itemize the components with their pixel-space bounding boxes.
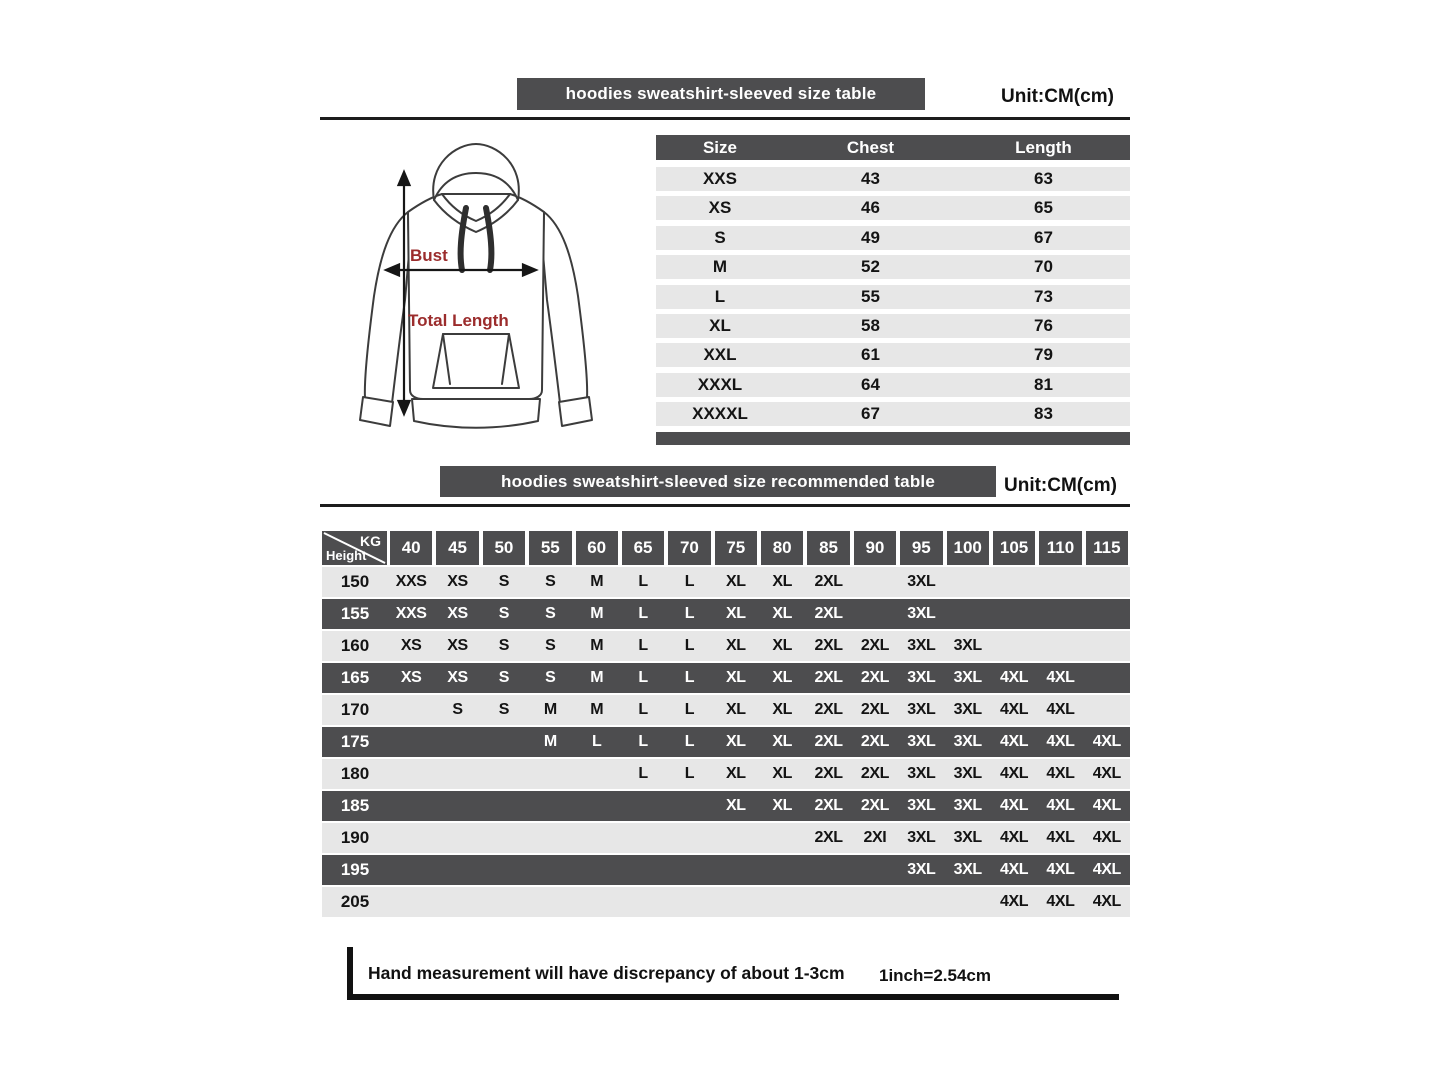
matrix-size-cell: XS <box>447 637 468 654</box>
matrix-size-cell: 3XL <box>953 829 982 846</box>
matrix-size-cell: XL <box>725 573 746 590</box>
matrix-size-cell: 3XL <box>953 733 982 750</box>
hoodie-measurement-diagram <box>330 138 622 458</box>
matrix-size-cell: 3XL <box>907 573 936 590</box>
matrix-size-cell: XL <box>772 605 793 622</box>
matrix-size-cell: XL <box>772 669 793 686</box>
matrix-size-cell: 2XL <box>860 701 890 718</box>
matrix-size-cell: 2XL <box>814 669 843 686</box>
total-length-label: Total Length <box>408 311 509 330</box>
corner-kg-label: KG <box>360 533 381 549</box>
hoodie-left-cuff <box>360 397 393 426</box>
matrix-size-cell: 4XL <box>999 861 1029 878</box>
matrix-size-cell: 4XL <box>1046 669 1075 686</box>
matrix-size-cell: 3XL <box>907 637 936 654</box>
hoodie-right-cuff <box>559 397 592 426</box>
size-table-title: hoodies sweatshirt-sleeved size table <box>565 84 877 103</box>
size-table-row <box>656 402 1130 426</box>
matrix-size-cell: S <box>545 605 556 622</box>
matrix-size-cell: 2XL <box>814 733 843 750</box>
recommended-table-title-bar <box>440 466 996 497</box>
size-table-col-size: Size <box>702 137 737 157</box>
matrix-size-cell: 2XL <box>814 605 843 622</box>
matrix-size-cell: XL <box>725 797 746 814</box>
size-table-cell-length: 83 <box>1034 404 1053 424</box>
size-table-cell-chest: 46 <box>861 198 880 218</box>
matrix-size-cell: S <box>498 637 510 654</box>
matrix-weight-label: 60 <box>576 531 618 565</box>
matrix-size-cell: S <box>498 701 510 718</box>
matrix-height-label: 180 <box>340 764 370 783</box>
matrix-size-cell: 3XL <box>907 829 936 846</box>
matrix-size-cell: 4XL <box>999 733 1029 750</box>
matrix-size-cell: L <box>638 573 648 590</box>
matrix-size-cell: XS <box>400 637 422 654</box>
matrix-size-cell: 2XL <box>814 765 843 782</box>
matrix-size-cell: XL <box>725 733 746 750</box>
matrix-size-cell: M <box>590 573 604 590</box>
matrix-size-cell: XS <box>447 669 468 686</box>
matrix-weight-header <box>713 531 759 565</box>
measurement-note: Hand measurement will have discrepancy of about 1-3cm <box>368 963 845 983</box>
matrix-row <box>322 855 1130 885</box>
recommended-table-title: hoodies sweatshirt-sleeved size recommended table <box>500 471 935 491</box>
matrix-size-cell: 4XL <box>1092 797 1121 814</box>
matrix-size-cell: XL <box>725 669 746 686</box>
matrix-size-cell: 2XL <box>814 797 843 814</box>
matrix-weight-header <box>991 531 1037 565</box>
size-table-cell-length: 73 <box>1034 286 1053 306</box>
hoodie-right-sleeve <box>543 212 587 403</box>
size-table-cell-size: XL <box>709 315 731 335</box>
matrix-size-cell: 4XL <box>1046 733 1075 750</box>
matrix-height-label: 175 <box>340 732 370 751</box>
matrix-size-cell: XS <box>447 605 468 622</box>
size-table-unit-label: Unit:CM(cm) <box>1001 86 1114 107</box>
matrix-size-cell: 3XL <box>907 701 936 718</box>
matrix-size-cell: XL <box>772 637 793 654</box>
footer-underline <box>347 994 1119 1000</box>
matrix-size-cell: L <box>684 669 695 686</box>
size-table-title-bar <box>517 78 925 110</box>
size-table-cell-size: XXL <box>703 345 737 365</box>
size-table-cell-length: 65 <box>1034 198 1053 218</box>
matrix-size-cell: S <box>498 605 510 622</box>
matrix-size-cell: 4XL <box>1092 861 1121 878</box>
matrix-height-label: 155 <box>340 604 370 623</box>
total-length-arrowhead-top <box>399 172 410 185</box>
matrix-size-cell: 4XL <box>1092 893 1121 910</box>
matrix-weight-label: 65 <box>622 531 664 565</box>
matrix-size-cell: XS <box>400 669 422 686</box>
bust-label: Bust <box>410 246 448 265</box>
hoodie-body <box>408 194 544 399</box>
matrix-weight-header <box>1084 531 1130 565</box>
matrix-weight-label: 80 <box>761 531 803 565</box>
corner-height-label: Height <box>326 548 367 563</box>
matrix-row <box>322 695 1130 725</box>
matrix-size-cell: M <box>590 637 604 654</box>
size-table-col-length: Length <box>1015 137 1072 157</box>
matrix-size-cell: L <box>684 637 695 654</box>
size-table-cell-length: 67 <box>1034 227 1053 247</box>
matrix-size-cell: S <box>545 669 556 686</box>
matrix-size-cell: 3XL <box>953 637 982 654</box>
matrix-size-cell: S <box>498 669 510 686</box>
size-table-cell-chest: 43 <box>861 169 880 188</box>
matrix-weight-label: 90 <box>854 531 896 565</box>
matrix-weight-header <box>620 531 666 565</box>
matrix-size-cell: 4XL <box>1092 765 1121 782</box>
matrix-height-label: 185 <box>340 796 370 815</box>
matrix-size-cell: XL <box>725 637 746 654</box>
matrix-size-cell: 4XL <box>1046 861 1075 878</box>
matrix-row <box>322 759 1130 789</box>
matrix-size-cell: M <box>590 701 604 718</box>
matrix-size-cell: 4XL <box>1092 829 1121 846</box>
matrix-size-cell: M <box>590 605 604 622</box>
matrix-row <box>322 567 1130 597</box>
matrix-size-cell: S <box>545 573 556 590</box>
size-table-row <box>656 373 1130 397</box>
matrix-size-cell: XL <box>725 701 746 718</box>
matrix-size-cell: 2XL <box>814 829 843 846</box>
matrix-row <box>322 599 1130 629</box>
matrix-size-cell: XL <box>725 765 746 782</box>
matrix-height-label: 160 <box>340 636 370 655</box>
hoodie-left-sleeve <box>365 212 409 403</box>
size-table-cell-chest: 61 <box>861 345 880 365</box>
divider-line-top <box>320 117 1130 120</box>
size-table-col-chest: Chest <box>846 137 895 157</box>
matrix-row <box>322 631 1130 661</box>
size-table-cell-size: M <box>712 257 728 277</box>
matrix-size-cell: M <box>543 701 557 718</box>
matrix-row <box>322 727 1130 757</box>
matrix-size-cell: XXS <box>395 605 427 622</box>
size-table-body <box>656 167 1130 426</box>
size-table-footer-bar <box>656 432 1130 445</box>
size-table-cell-size: XXS <box>702 169 737 188</box>
matrix-size-cell: L <box>592 733 602 750</box>
size-table-cell-length: 76 <box>1034 315 1053 335</box>
matrix-size-cell: M <box>543 733 557 750</box>
matrix-weight-label: 95 <box>900 531 942 565</box>
footer-accent-bar <box>347 947 353 1000</box>
matrix-weight-header <box>388 531 434 565</box>
size-table-cell-chest: 58 <box>861 315 880 335</box>
size-table-row <box>656 343 1130 367</box>
matrix-weight-label: 45 <box>436 531 478 565</box>
matrix-size-cell: 4XL <box>999 797 1029 814</box>
size-table-cell-length: 81 <box>1034 374 1053 394</box>
matrix-size-cell: 3XL <box>907 733 936 750</box>
matrix-height-label: 170 <box>340 700 370 719</box>
matrix-weight-label: 40 <box>390 531 432 565</box>
matrix-weight-label: 100 <box>947 531 989 565</box>
matrix-size-cell: S <box>545 637 556 654</box>
matrix-size-cell: 2XL <box>814 637 843 654</box>
matrix-weight-label: 70 <box>668 531 710 565</box>
matrix-size-cell: L <box>638 733 648 750</box>
matrix-height-label: 195 <box>340 860 370 879</box>
matrix-weight-label: 85 <box>807 531 849 565</box>
matrix-size-cell: 2XI <box>863 829 887 846</box>
matrix-size-cell: XL <box>772 733 793 750</box>
matrix-size-cell: 4XL <box>1046 829 1075 846</box>
matrix-size-cell: L <box>638 637 648 654</box>
size-table-cell-size: L <box>714 286 726 306</box>
matrix-size-cell: 3XL <box>953 797 982 814</box>
matrix-weight-header <box>852 531 898 565</box>
matrix-size-cell: 4XL <box>999 765 1029 782</box>
size-table <box>656 135 1130 445</box>
size-table-header <box>656 135 1130 160</box>
matrix-weight-label: 50 <box>483 531 525 565</box>
matrix-size-cell: S <box>498 573 510 590</box>
matrix-size-cell: 3XL <box>953 765 982 782</box>
matrix-weight-header <box>1037 531 1083 565</box>
matrix-size-cell: 4XL <box>999 701 1029 718</box>
matrix-size-cell: 3XL <box>907 861 936 878</box>
matrix-size-cell: L <box>684 573 695 590</box>
matrix-size-cell: L <box>684 733 695 750</box>
matrix-weight-header <box>527 531 573 565</box>
matrix-size-cell: 3XL <box>953 701 982 718</box>
matrix-weight-header <box>805 531 851 565</box>
size-table-cell-length: 79 <box>1034 345 1053 365</box>
matrix-size-cell: 4XL <box>999 829 1029 846</box>
matrix-size-cell: 4XL <box>1046 701 1075 718</box>
matrix-size-cell: 2XL <box>860 637 890 654</box>
matrix-weight-label: 75 <box>715 531 757 565</box>
size-table-cell-size: XXXXL <box>692 404 748 424</box>
size-table-cell-size: XS <box>708 198 732 218</box>
matrix-size-cell: XXS <box>395 573 427 590</box>
matrix-size-cell: 3XL <box>907 605 936 622</box>
size-table-cell-chest: 52 <box>861 257 880 277</box>
matrix-size-cell: 2XL <box>860 669 890 686</box>
size-table-cell-length: 70 <box>1034 257 1053 277</box>
matrix-weight-header <box>481 531 527 565</box>
matrix-size-cell: 2XL <box>860 765 890 782</box>
matrix-size-cell: 4XL <box>999 893 1029 910</box>
divider-line-middle <box>320 504 1130 507</box>
matrix-row <box>322 791 1130 821</box>
matrix-weight-label: 115 <box>1086 531 1128 565</box>
size-table-cell-size: XXXL <box>697 374 743 394</box>
matrix-size-cell: L <box>638 701 648 718</box>
recommended-size-matrix <box>322 531 1130 919</box>
size-table-row <box>656 314 1130 338</box>
matrix-size-cell: 4XL <box>1046 893 1075 910</box>
matrix-size-cell: L <box>638 669 648 686</box>
size-table-row <box>656 196 1130 220</box>
matrix-body <box>322 567 1130 917</box>
matrix-size-cell: 3XL <box>953 861 982 878</box>
matrix-size-cell: 2XL <box>860 733 890 750</box>
matrix-size-cell: 3XL <box>907 797 936 814</box>
matrix-weight-header <box>945 531 991 565</box>
matrix-size-cell: 2XL <box>860 797 890 814</box>
matrix-weight-label: 105 <box>993 531 1035 565</box>
matrix-size-cell: XL <box>772 573 793 590</box>
matrix-height-label: 205 <box>340 892 370 911</box>
matrix-weight-header <box>666 531 712 565</box>
matrix-size-cell: XL <box>772 797 793 814</box>
matrix-size-cell: 2XL <box>814 701 843 718</box>
matrix-size-cell: XS <box>447 573 468 590</box>
size-table-row <box>656 285 1130 309</box>
size-table-cell-chest: 49 <box>861 227 880 247</box>
matrix-size-cell: 4XL <box>1046 797 1075 814</box>
size-table-cell-size: S <box>714 227 726 247</box>
matrix-height-label: 190 <box>340 828 370 847</box>
matrix-height-label: 165 <box>340 668 370 687</box>
matrix-weight-header <box>574 531 620 565</box>
matrix-weight-header <box>434 531 480 565</box>
hoodie-hem-band <box>412 399 540 428</box>
matrix-size-cell: 4XL <box>999 669 1029 686</box>
matrix-size-cell: 3XL <box>953 669 982 686</box>
matrix-size-cell: L <box>638 605 648 622</box>
matrix-size-cell: XL <box>772 701 793 718</box>
matrix-size-cell: L <box>684 605 695 622</box>
matrix-row <box>322 663 1130 693</box>
matrix-size-cell: 3XL <box>907 765 936 782</box>
matrix-size-cell: XL <box>725 605 746 622</box>
matrix-corner-cell <box>322 531 387 565</box>
matrix-weight-label: 110 <box>1039 531 1081 565</box>
matrix-size-cell: S <box>452 701 463 718</box>
size-table-cell-chest: 55 <box>861 286 880 306</box>
matrix-row <box>322 887 1130 917</box>
total-length-arrowhead-bottom <box>399 401 410 414</box>
size-table-cell-chest: 64 <box>861 374 880 394</box>
size-table-row <box>656 255 1130 279</box>
size-table-row <box>656 226 1130 250</box>
matrix-size-cell: 4XL <box>1046 765 1075 782</box>
size-table-row <box>656 167 1130 191</box>
matrix-weight-header <box>898 531 944 565</box>
matrix-size-cell: 2XL <box>814 573 843 590</box>
inch-conversion-note: 1inch=2.54cm <box>879 966 991 985</box>
matrix-size-cell: L <box>684 701 695 718</box>
matrix-size-cell: XL <box>772 765 793 782</box>
matrix-height-label: 150 <box>340 572 370 591</box>
size-table-cell-length: 63 <box>1034 169 1053 188</box>
hoodie-hood <box>433 144 519 200</box>
recommended-table-unit-label: Unit:CM(cm) <box>1004 475 1117 496</box>
matrix-weight-header <box>759 531 805 565</box>
matrix-size-cell: M <box>590 669 604 686</box>
matrix-size-cell: 4XL <box>1092 733 1121 750</box>
matrix-size-cell: L <box>684 765 695 782</box>
matrix-weight-label: 55 <box>529 531 571 565</box>
matrix-size-cell: L <box>638 765 648 782</box>
matrix-row <box>322 823 1130 853</box>
matrix-header-row <box>322 531 1130 565</box>
matrix-size-cell: 3XL <box>907 669 936 686</box>
size-table-cell-chest: 67 <box>861 404 880 424</box>
